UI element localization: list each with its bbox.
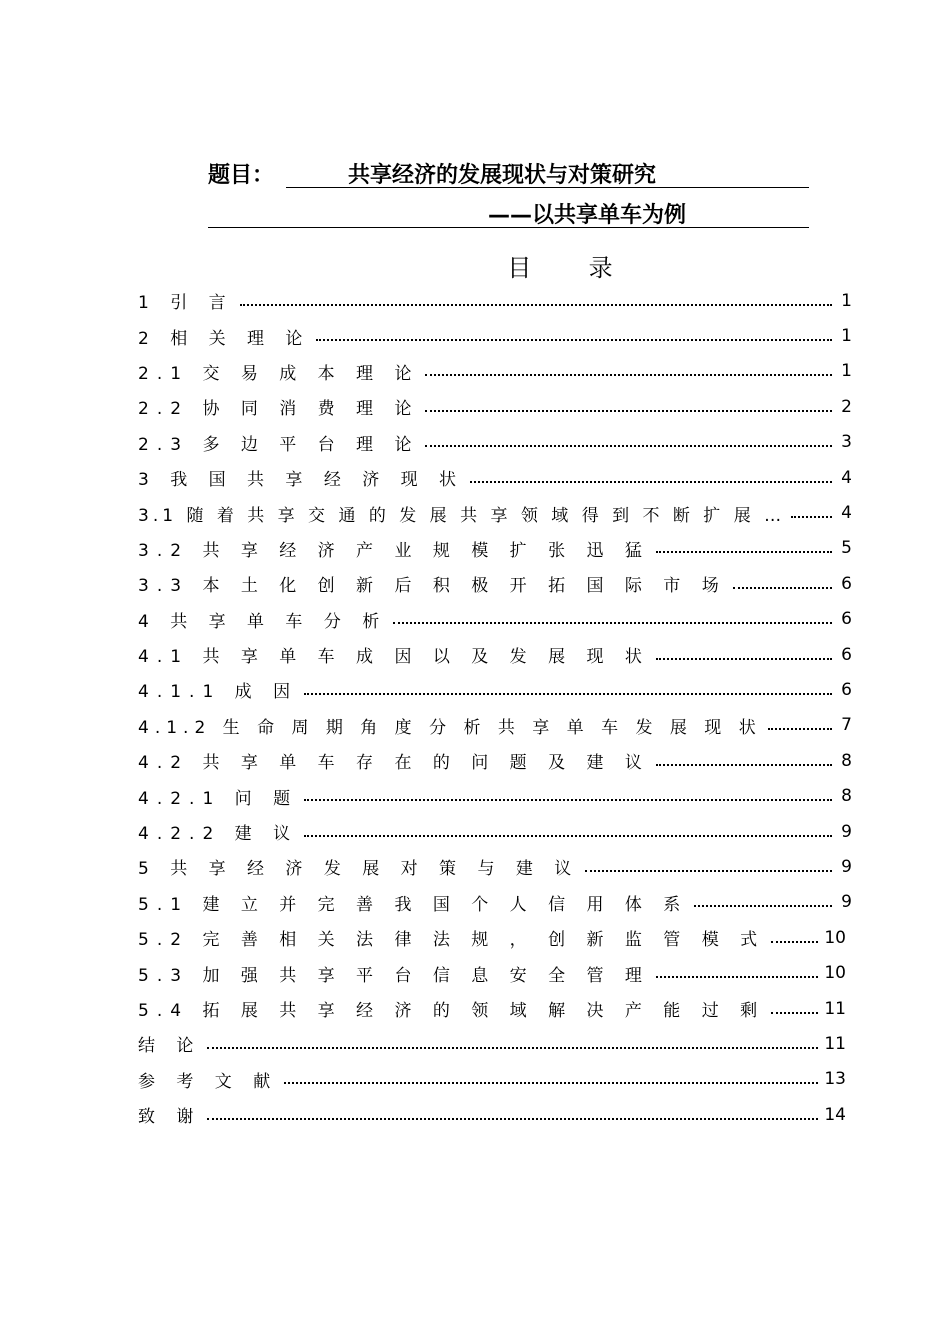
toc-entry[interactable] xyxy=(138,1062,852,1097)
toc-leader-dots xyxy=(316,339,832,341)
toc-leader-dots xyxy=(425,445,832,447)
toc-leader-dots xyxy=(304,693,832,695)
title-main: 共享经济的发展现状与对策研究 xyxy=(348,163,657,188)
toc-leader-dots xyxy=(656,976,818,978)
toc-entry-page: 9 xyxy=(841,821,852,842)
toc-entry-title: 5.1 建 立 并 完 善 我 国 个 人 信 用 体 系 xyxy=(138,894,689,915)
toc-heading-char-2: 录 xyxy=(588,254,613,282)
toc-entry-page: 7 xyxy=(841,715,852,736)
toc-entry-page: 10 xyxy=(824,927,846,948)
toc-entry[interactable] xyxy=(138,531,852,566)
toc-leader-dots xyxy=(656,658,832,660)
toc-entry-title: 4.1.2 生 命 周 期 角 度 分 析 共 享 单 车 发 展 现 状 xyxy=(138,717,762,738)
toc-leader-dots xyxy=(304,799,832,801)
toc-entry-title: 4 共 享 单 车 分 析 xyxy=(138,611,388,632)
toc-entry-title: 5.3 加 强 共 享 平 台 信 息 安 全 管 理 xyxy=(138,965,650,986)
toc-entry-page: 10 xyxy=(824,963,846,984)
toc-entry-page: 1 xyxy=(841,361,852,382)
toc-heading xyxy=(0,248,950,283)
toc-entry-page: 8 xyxy=(841,786,852,807)
toc-entry-title: 4.2.1 问 题 xyxy=(138,788,299,809)
toc-leader-dots xyxy=(425,374,832,376)
toc-leader-dots xyxy=(791,516,832,518)
toc-entry-page: 14 xyxy=(824,1104,846,1125)
toc-entry[interactable] xyxy=(138,1026,852,1061)
toc-entry-page: 1 xyxy=(841,290,852,311)
toc-entry[interactable] xyxy=(138,708,852,743)
toc-leader-dots xyxy=(694,905,832,907)
toc-leader-dots xyxy=(470,481,832,483)
toc-entry[interactable] xyxy=(138,460,852,495)
toc-entry[interactable] xyxy=(138,637,852,672)
toc-entry[interactable] xyxy=(138,955,852,990)
toc-entry-page: 1 xyxy=(841,326,852,347)
toc-leader-dots xyxy=(733,587,832,589)
toc-entry[interactable] xyxy=(138,495,852,530)
toc-entry-page: 6 xyxy=(841,679,852,700)
toc-entry-title: 4.2 共 享 单 车 存 在 的 问 题 及 建 议 xyxy=(138,753,650,774)
toc-entry-title: 致 谢 xyxy=(138,1107,202,1128)
toc-leader-dots xyxy=(304,835,832,837)
toc-leader-dots xyxy=(207,1118,818,1120)
toc-entry-title: 2 相 关 理 论 xyxy=(138,328,311,349)
toc-entry[interactable] xyxy=(138,920,852,955)
toc-entry-page: 9 xyxy=(841,892,852,913)
toc-list xyxy=(138,283,852,1132)
toc-leader-dots xyxy=(771,1012,818,1014)
toc-leader-dots xyxy=(284,1082,818,1084)
toc-entry-page: 3 xyxy=(841,432,852,453)
toc-leader-dots xyxy=(393,622,832,624)
toc-entry[interactable] xyxy=(138,849,852,884)
toc-leader-dots xyxy=(425,410,832,412)
toc-heading-char-1: 目 xyxy=(507,254,532,282)
toc-entry-title: 3.2 共 享 经 济 产 业 规 模 扩 张 迅 猛 xyxy=(138,540,650,561)
toc-entry-title: 3.1 随 着 共 享 交 通 的 发 展 共 享 领 域 得 到 不 断 扩 展 … xyxy=(138,505,786,526)
toc-leader-dots xyxy=(207,1047,818,1049)
toc-entry[interactable] xyxy=(138,283,852,318)
toc-entry[interactable] xyxy=(138,602,852,637)
toc-entry-title: 2.2 协 同 消 费 理 论 xyxy=(138,399,420,420)
toc-entry-page: 6 xyxy=(841,644,852,665)
toc-entry-title: 4.1.1 成 因 xyxy=(138,682,299,703)
toc-entry-title: 4.1 共 享 单 车 成 因 以 及 发 展 现 状 xyxy=(138,647,650,668)
toc-entry-title: 5 共 享 经 济 发 展 对 策 与 建 议 xyxy=(138,859,580,880)
toc-entry-page: 4 xyxy=(841,503,852,524)
toc-entry-page: 2 xyxy=(841,396,852,417)
toc-leader-dots xyxy=(585,870,832,872)
toc-entry-page: 9 xyxy=(841,856,852,877)
toc-entry[interactable] xyxy=(138,778,852,813)
toc-entry[interactable] xyxy=(138,672,852,707)
toc-entry-page: 11 xyxy=(824,998,846,1019)
toc-leader-dots xyxy=(768,728,832,730)
toc-entry[interactable] xyxy=(138,1097,852,1132)
toc-entry-page: 4 xyxy=(841,467,852,488)
toc-entry-page: 11 xyxy=(824,1033,846,1054)
title-subtitle: ——以共享单车为例 xyxy=(488,203,687,228)
toc-entry-title: 参 考 文 献 xyxy=(138,1071,279,1092)
toc-leader-dots xyxy=(656,764,832,766)
toc-entry-title: 2.1 交 易 成 本 理 论 xyxy=(138,363,420,384)
toc-entry-page: 13 xyxy=(824,1069,846,1090)
toc-entry[interactable] xyxy=(138,991,852,1026)
toc-entry[interactable] xyxy=(138,425,852,460)
toc-entry-page: 6 xyxy=(841,609,852,630)
toc-entry-title: 5.4 拓 展 共 享 经 济 的 领 域 解 决 产 能 过 剩 xyxy=(138,1001,766,1021)
toc-leader-dots xyxy=(656,551,832,553)
toc-entry[interactable] xyxy=(138,566,852,601)
subtitle-underline xyxy=(208,227,809,228)
title-label: 题目： xyxy=(208,163,275,188)
toc-entry-page: 8 xyxy=(841,750,852,771)
toc-entry[interactable] xyxy=(138,318,852,353)
toc-entry-title: 4.2.2 建 议 xyxy=(138,824,299,845)
toc-entry-title: 2.3 多 边 平 台 理 论 xyxy=(138,434,420,455)
toc-entry-page: 6 xyxy=(841,573,852,594)
toc-entry-title: 3 我 国 共 享 经 济 现 状 xyxy=(138,470,465,491)
toc-entry[interactable] xyxy=(138,885,852,920)
toc-entry[interactable] xyxy=(138,814,852,849)
toc-leader-dots xyxy=(771,941,818,943)
title-underline xyxy=(286,187,809,188)
toc-entry[interactable] xyxy=(138,354,852,389)
toc-entry-title: 1 引 言 xyxy=(138,293,234,314)
toc-entry[interactable] xyxy=(138,743,852,778)
toc-entry[interactable] xyxy=(138,389,852,424)
toc-entry-page: 5 xyxy=(841,538,852,559)
toc-entry-title: 3.3 本 土 化 创 新 后 积 极 开 拓 国 际 市 场 xyxy=(138,576,727,597)
toc-entry-title: 结 论 xyxy=(138,1036,202,1057)
toc-entry-title: 5.2 完 善 相 关 法 律 法 规 ， 创 新 监 管 模 式 xyxy=(138,930,766,951)
toc-leader-dots xyxy=(240,304,832,306)
